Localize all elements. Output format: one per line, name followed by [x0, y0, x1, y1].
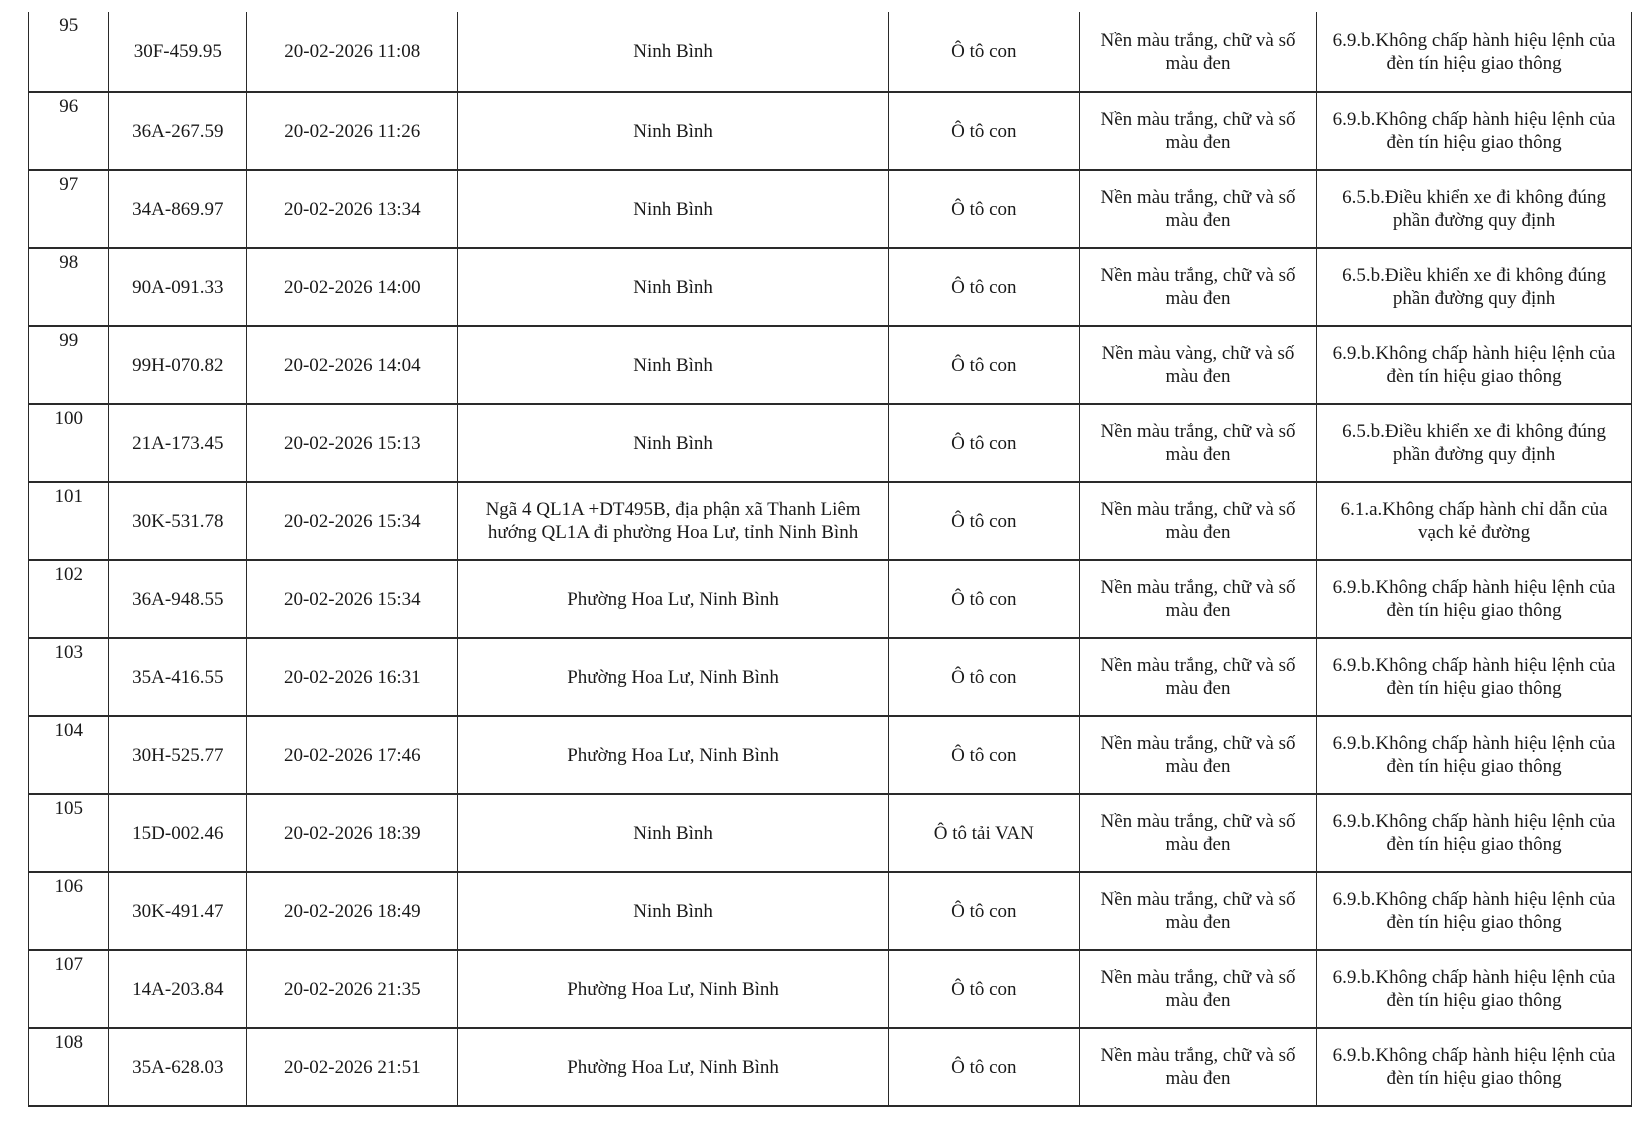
vehicle-type-cell: Ô tô con	[888, 12, 1079, 92]
violation-time-cell: 20-02-2026 13:34	[247, 170, 458, 248]
plate-description-cell: Nền màu trắng, chữ và số màu đen	[1079, 872, 1316, 950]
license-plate-cell: 35A-416.55	[109, 638, 247, 716]
vehicle-type-cell: Ô tô con	[888, 482, 1079, 560]
violation-location-cell: Ninh Bình	[458, 248, 888, 326]
vehicle-type-cell: Ô tô con	[888, 1028, 1079, 1106]
violation-location-cell: Ninh Bình	[458, 404, 888, 482]
table-row	[29, 560, 1632, 638]
table-row	[29, 794, 1632, 872]
plate-description-cell: Nền màu trắng, chữ và số màu đen	[1079, 638, 1316, 716]
table-row	[29, 12, 1632, 92]
violation-location-cell: Ninh Bình	[458, 92, 888, 170]
vehicle-type-cell: Ô tô con	[888, 92, 1079, 170]
row-number-cell: 97	[29, 170, 109, 248]
violation-location-cell: Phường Hoa Lư, Ninh Bình	[458, 638, 888, 716]
violation-time-cell: 20-02-2026 14:00	[247, 248, 458, 326]
violation-description-cell: 6.9.b.Không chấp hành hiệu lệnh của đèn tín hiệu giao thông	[1317, 326, 1632, 404]
violation-location-cell: Phường Hoa Lư, Ninh Bình	[458, 950, 888, 1028]
table-row	[29, 92, 1632, 170]
row-number-cell: 101	[29, 482, 109, 560]
violation-description-cell: 6.1.a.Không chấp hành chỉ dẫn của vạch kẻ đường	[1317, 482, 1632, 560]
row-number-cell: 108	[29, 1028, 109, 1106]
violation-description-cell: 6.5.b.Điều khiển xe đi không đúng phần đường quy định	[1317, 404, 1632, 482]
vehicle-type-cell: Ô tô con	[888, 950, 1079, 1028]
license-plate-cell: 30F-459.95	[109, 12, 247, 92]
row-number-cell: 104	[29, 716, 109, 794]
violation-location-cell: Phường Hoa Lư, Ninh Bình	[458, 1028, 888, 1106]
plate-description-cell: Nền màu trắng, chữ và số màu đen	[1079, 170, 1316, 248]
violation-time-cell: 20-02-2026 18:49	[247, 872, 458, 950]
license-plate-cell: 36A-267.59	[109, 92, 247, 170]
plate-description-cell: Nền màu trắng, chữ và số màu đen	[1079, 404, 1316, 482]
violation-description-cell: 6.9.b.Không chấp hành hiệu lệnh của đèn tín hiệu giao thông	[1317, 872, 1632, 950]
violation-time-cell: 20-02-2026 21:35	[247, 950, 458, 1028]
violations-table	[28, 12, 1632, 1107]
vehicle-type-cell: Ô tô con	[888, 404, 1079, 482]
vehicle-type-cell: Ô tô con	[888, 170, 1079, 248]
violation-description-cell: 6.9.b.Không chấp hành hiệu lệnh của đèn tín hiệu giao thông	[1317, 1028, 1632, 1106]
row-number-cell: 102	[29, 560, 109, 638]
license-plate-cell: 99H-070.82	[109, 326, 247, 404]
table-row	[29, 326, 1632, 404]
violation-time-cell: 20-02-2026 15:34	[247, 560, 458, 638]
plate-description-cell: Nền màu trắng, chữ và số màu đen	[1079, 560, 1316, 638]
row-number-cell: 96	[29, 92, 109, 170]
license-plate-cell: 90A-091.33	[109, 248, 247, 326]
license-plate-cell: 14A-203.84	[109, 950, 247, 1028]
table-row	[29, 872, 1632, 950]
violation-time-cell: 20-02-2026 14:04	[247, 326, 458, 404]
plate-description-cell: Nền màu trắng, chữ và số màu đen	[1079, 794, 1316, 872]
plate-description-cell: Nền màu trắng, chữ và số màu đen	[1079, 248, 1316, 326]
violation-time-cell: 20-02-2026 17:46	[247, 716, 458, 794]
license-plate-cell: 34A-869.97	[109, 170, 247, 248]
violation-location-cell: Ninh Bình	[458, 170, 888, 248]
table-row	[29, 248, 1632, 326]
row-number-cell: 103	[29, 638, 109, 716]
violation-description-cell: 6.9.b.Không chấp hành hiệu lệnh của đèn tín hiệu giao thông	[1317, 638, 1632, 716]
plate-description-cell: Nền màu trắng, chữ và số màu đen	[1079, 92, 1316, 170]
table-row	[29, 404, 1632, 482]
violation-time-cell: 20-02-2026 15:34	[247, 482, 458, 560]
plate-description-cell: Nền màu trắng, chữ và số màu đen	[1079, 716, 1316, 794]
violation-location-cell: Phường Hoa Lư, Ninh Bình	[458, 560, 888, 638]
license-plate-cell: 30H-525.77	[109, 716, 247, 794]
violation-location-cell: Phường Hoa Lư, Ninh Bình	[458, 716, 888, 794]
license-plate-cell: 36A-948.55	[109, 560, 247, 638]
violation-description-cell: 6.9.b.Không chấp hành hiệu lệnh của đèn tín hiệu giao thông	[1317, 92, 1632, 170]
plate-description-cell: Nền màu trắng, chữ và số màu đen	[1079, 482, 1316, 560]
violation-location-cell: Ninh Bình	[458, 326, 888, 404]
violation-location-cell: Ninh Bình	[458, 794, 888, 872]
row-number-cell: 105	[29, 794, 109, 872]
violation-description-cell: 6.5.b.Điều khiển xe đi không đúng phần đường quy định	[1317, 248, 1632, 326]
violation-description-cell: 6.9.b.Không chấp hành hiệu lệnh của đèn tín hiệu giao thông	[1317, 560, 1632, 638]
violation-time-cell: 20-02-2026 11:26	[247, 92, 458, 170]
license-plate-cell: 30K-491.47	[109, 872, 247, 950]
vehicle-type-cell: Ô tô con	[888, 326, 1079, 404]
violation-time-cell: 20-02-2026 18:39	[247, 794, 458, 872]
vehicle-type-cell: Ô tô tải VAN	[888, 794, 1079, 872]
plate-description-cell: Nền màu trắng, chữ và số màu đen	[1079, 12, 1316, 92]
violation-location-cell: Ninh Bình	[458, 12, 888, 92]
plate-description-cell: Nền màu vàng, chữ và số màu đen	[1079, 326, 1316, 404]
violation-description-cell: 6.9.b.Không chấp hành hiệu lệnh của đèn tín hiệu giao thông	[1317, 12, 1632, 92]
violation-description-cell: 6.9.b.Không chấp hành hiệu lệnh của đèn tín hiệu giao thông	[1317, 950, 1632, 1028]
table-row	[29, 638, 1632, 716]
license-plate-cell: 15D-002.46	[109, 794, 247, 872]
violation-description-cell: 6.5.b.Điều khiển xe đi không đúng phần đường quy định	[1317, 170, 1632, 248]
violation-time-cell: 20-02-2026 15:13	[247, 404, 458, 482]
row-number-cell: 106	[29, 872, 109, 950]
row-number-cell: 99	[29, 326, 109, 404]
row-number-cell: 100	[29, 404, 109, 482]
vehicle-type-cell: Ô tô con	[888, 248, 1079, 326]
violation-description-cell: 6.9.b.Không chấp hành hiệu lệnh của đèn tín hiệu giao thông	[1317, 716, 1632, 794]
violation-location-cell: Ninh Bình	[458, 872, 888, 950]
violation-time-cell: 20-02-2026 16:31	[247, 638, 458, 716]
vehicle-type-cell: Ô tô con	[888, 872, 1079, 950]
table-row	[29, 1028, 1632, 1106]
vehicle-type-cell: Ô tô con	[888, 560, 1079, 638]
table-row	[29, 482, 1632, 560]
vehicle-type-cell: Ô tô con	[888, 716, 1079, 794]
plate-description-cell: Nền màu trắng, chữ và số màu đen	[1079, 950, 1316, 1028]
table-body	[29, 12, 1632, 1106]
license-plate-cell: 30K-531.78	[109, 482, 247, 560]
plate-description-cell: Nền màu trắng, chữ và số màu đen	[1079, 1028, 1316, 1106]
table-row	[29, 950, 1632, 1028]
violation-time-cell: 20-02-2026 21:51	[247, 1028, 458, 1106]
row-number-cell: 95	[29, 12, 109, 92]
row-number-cell: 107	[29, 950, 109, 1028]
license-plate-cell: 21A-173.45	[109, 404, 247, 482]
license-plate-cell: 35A-628.03	[109, 1028, 247, 1106]
row-number-cell: 98	[29, 248, 109, 326]
violation-description-cell: 6.9.b.Không chấp hành hiệu lệnh của đèn tín hiệu giao thông	[1317, 794, 1632, 872]
vehicle-type-cell: Ô tô con	[888, 638, 1079, 716]
violation-time-cell: 20-02-2026 11:08	[247, 12, 458, 92]
violation-location-cell: Ngã 4 QL1A +DT495B, địa phận xã Thanh Liêm hướng QL1A đi phường Hoa Lư, tỉnh Ninh Bình	[458, 482, 888, 560]
table-row	[29, 170, 1632, 248]
table-row	[29, 716, 1632, 794]
